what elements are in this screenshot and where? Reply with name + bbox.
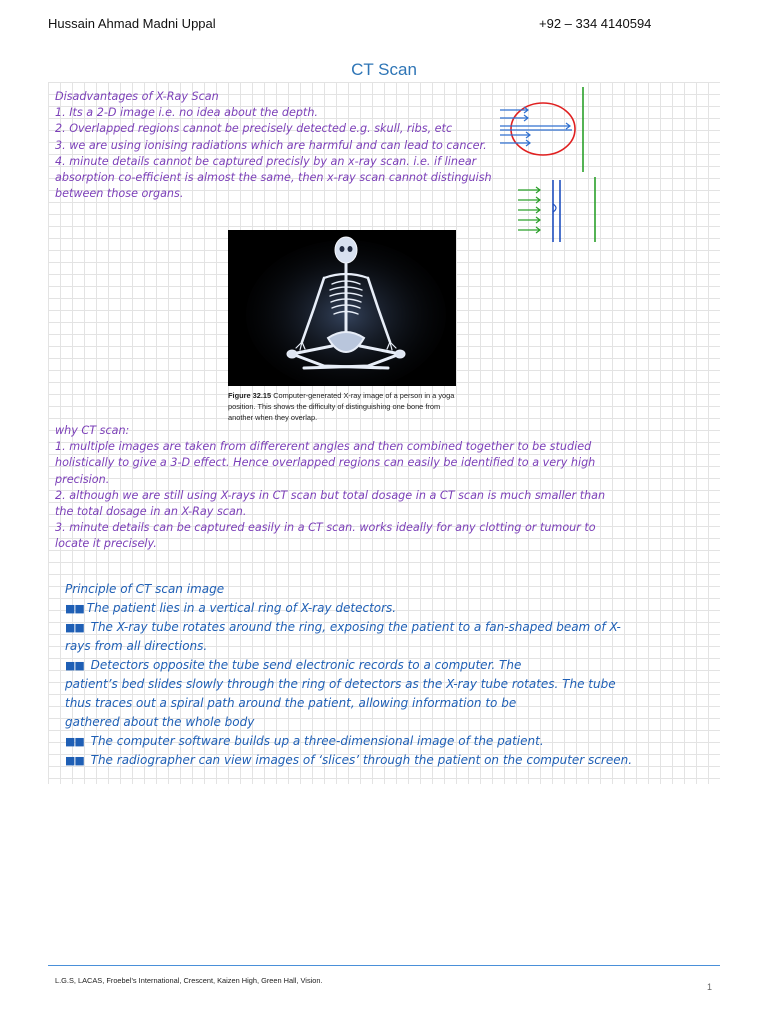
xray-arrows-lower [518,187,540,233]
head-circle [511,103,575,155]
bullet-icon: ■■ [65,659,84,672]
figure-label: Figure 32.15 [228,391,272,400]
list-item: precision. [55,472,110,486]
bullet-icon: ■■ [65,754,84,767]
section-heading: Disadvantages of X-Ray Scan [55,90,219,103]
list-item: 1. Its a 2-D image i.e. no idea about the depth. [55,106,318,120]
list-item: absorption co-efficient is almost the same, then x-ray scan cannot distinguish [55,171,492,185]
list-item: ■■ The X-ray tube rotates around the ring, exposing the patient to a fan-shaped beam of X- [65,620,621,634]
list-item: 2. although we are still using X-rays in CT scan but total dosage in a CT scan is much smaller than [55,488,606,502]
bullet-icon: ■■ [65,602,84,615]
list-item-continuation: rays from all directions. [65,639,208,653]
list-item: holistically to give a 3-D effect. Hence overlapped regions can easily be identified to a very high [55,456,596,470]
xray-sketch-diagram [490,82,640,252]
footer-divider [48,965,720,966]
list-item-continuation: thus traces out a spiral path around the patient, allowing information to be [65,696,517,710]
xray-arrows-upper [500,107,572,146]
page-number: 1 [707,982,713,992]
why-ct-section [55,423,685,553]
list-item: 4. minute details cannot be captured precisly by an x-ray scan. i.e. if linear [55,154,477,168]
bullet-icon: ■■ [65,735,84,748]
list-item: between those organs. [55,187,184,201]
section-heading: why CT scan: [55,424,130,437]
figure-caption-text: Computer-generated X-ray image of a person in a yoga position. This shows the difficulty of distinguishing one bone from another when they overlap. [228,391,455,422]
author-phone: +92 – 334 4140594 [539,16,652,31]
page-title: CT Scan [351,60,417,79]
principle-section [65,580,705,770]
disadvantages-section [55,89,495,202]
bullet-icon: ■■ [65,621,84,634]
list-item: ■■ The computer software builds up a three-dimensional image of the patient. [65,734,544,748]
footer-text: L.G.S, LACAS, Froebel’s International, Crescent, Kaizen High, Green Hall, Vision. [55,976,323,985]
figure-caption [228,390,460,423]
author-name: Hussain Ahmad Madni Uppal [48,16,216,31]
list-item-continuation: patient’s bed slides slowly through the ring of detectors as the X-ray tube rotates. The tube [65,677,616,691]
list-item: the total dosage in an X-Ray scan. [55,505,247,519]
skeleton-illustration [228,230,456,386]
page-header [48,16,698,36]
list-item: locate it precisely. [55,537,157,551]
list-item: 2. Overlapped regions cannot be precisely detected e.g. skull, ribs, etc [55,122,453,136]
list-item: 3. minute details can be captured easily in a CT scan. works ideally for any clotting or tumour to [55,521,596,535]
list-item-continuation: gathered about the whole body [65,715,255,729]
list-item: ■■ The radiographer can view images of ‘slices’ through the patient on the computer screen. [65,753,633,767]
list-item: ■■ The patient lies in a vertical ring of X-ray detectors. [65,601,397,615]
xray-yoga-image [228,230,456,386]
list-item: ■■ Detectors opposite the tube send electronic records to a computer. The [65,658,522,672]
list-item: 3. we are using ionising radiations which are harmful and can lead to cancer. [55,138,487,152]
list-item: 1. multiple images are taken from differerent angles and then combined together to be studied [55,440,592,454]
section-heading: Principle of CT scan image [65,582,225,596]
